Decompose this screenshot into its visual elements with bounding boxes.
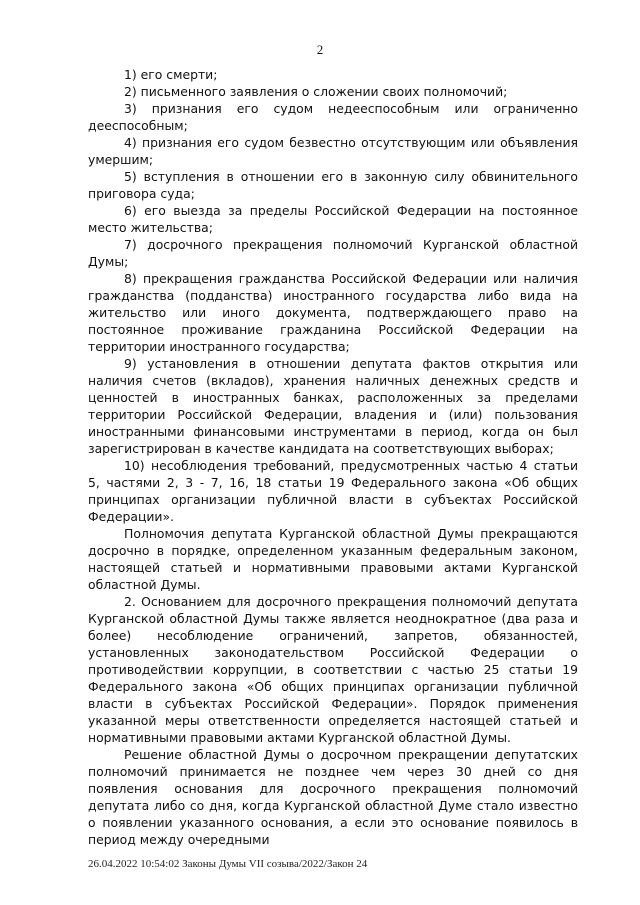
paragraph-section-2: 2. Основанием для досрочного прекращения полномочий депутата Курганской областной Думы также является неоднократное (два раза и более) несоблюдение ограничений, запретов, обязанностей, установленных законодательством Российской Федерации о противодействии коррупции, в соответствии с частью 25 статьи 19 Федерального закона «Об общих принципах организации публичной власти в субъектах Российской Федерации». Порядок применения указанной меры ответственности определяется настоящей статьей и нормативными правовыми актами Курганской областной Думы. (88, 594, 578, 745)
paragraph-item-6: 6) его выезда за пределы Российской Федерации на постоянное место жительства; (88, 203, 578, 235)
paragraph-item-2: 2) письменного заявления о сложении своих полномочий; (124, 84, 508, 99)
paragraph-item-3: 3) признания его судом недееспособным или ограниченно дееспособным; (88, 101, 578, 133)
paragraph-powers-termination: Полномочия депутата Курганской областной Думы прекращаются досрочно в порядке, определенном указанным федеральным законом, настоящей статьей и нормативными правовыми актами Курганской областной Думы. (88, 526, 578, 592)
document-body (88, 66, 578, 848)
paragraph-item-1: 1) его смерти; (124, 67, 218, 82)
paragraph-item-4: 4) признания его судом безвестно отсутствующим или объявления умершим; (88, 135, 578, 167)
page-number: 2 (316, 42, 324, 57)
paragraph-item-7: 7) досрочного прекращения полномочий Курганской областной Думы; (88, 237, 578, 269)
paragraph-item-9: 9) установления в отношении депутата фактов открытия или наличия счетов (вкладов), хранения наличных денежных средств и ценностей в иностранных банках, расположенных за пределами территории Российской Федерации, владения и (или) пользования иностранными финансовыми инструментами в период, когда он был зарегистрирован в качестве кандидата на соответствующих выборах; (88, 356, 578, 456)
paragraph-item-10: 10) несоблюдения требований, предусмотренных частью 4 статьи 5, частями 2, 3 - 7, 16, 18 статьи 19 Федерального закона «Об общих принципах организации публичной власти в субъектах Российской Федерации». (88, 458, 578, 524)
paragraph-item-5: 5) вступления в отношении его в законную силу обвинительного приговора суда; (88, 169, 578, 201)
paragraph-item-8: 8) прекращения гражданства Российской Федерации или наличия гражданства (подданства) иностранного государства либо вида на жительство или иного документа, подтверждающего право на постоянное проживание гражданина Российской Федерации на территории иностранного государства; (88, 271, 578, 354)
document-footer: 26.04.2022 10:54:02 Законы Думы VII созыва/2022/Закон 24 (88, 858, 368, 870)
paragraph-decision: Решение областной Думы о досрочном прекращении депутатских полномочий принимается не позднее чем через 30 дней со дня появления основания для досрочного прекращения полномочий депутата либо со дня, когда Курганской областной Думе стало известно о появлении указанного основания, а если это основание появилось в период между очередными (88, 747, 578, 847)
